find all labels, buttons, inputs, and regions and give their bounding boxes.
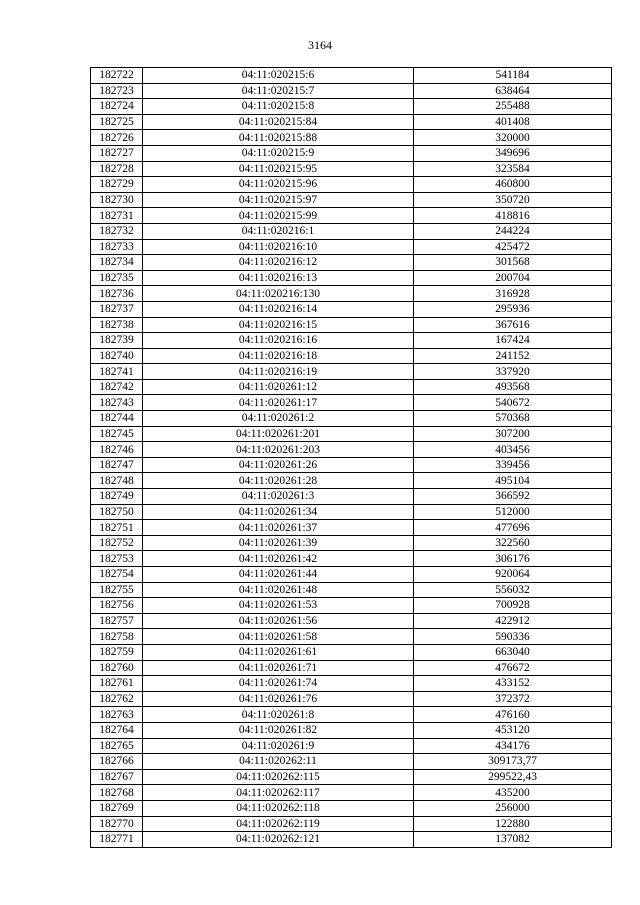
table-row [91, 270, 612, 286]
row-number-cell: 182757 [91, 613, 143, 629]
cadastral-number-cell: 04:11:020261:44 [143, 567, 414, 583]
row-number-cell: 182747 [91, 457, 143, 473]
value-cell: 241152 [414, 348, 612, 364]
table-row [91, 177, 612, 193]
table-row [91, 99, 612, 115]
table-row [91, 676, 612, 692]
cadastral-number-cell: 04:11:020261:39 [143, 535, 414, 551]
value-cell: 122880 [414, 816, 612, 832]
table-row [91, 208, 612, 224]
value-cell: 403456 [414, 442, 612, 458]
table-row [91, 769, 612, 785]
table-row [91, 754, 612, 770]
cadastral-number-cell: 04:11:020215:99 [143, 208, 414, 224]
cadastral-number-cell: 04:11:020261:42 [143, 551, 414, 567]
row-number-cell: 182729 [91, 177, 143, 193]
row-number-cell: 182735 [91, 270, 143, 286]
row-number-cell: 182730 [91, 192, 143, 208]
cadastral-number-cell: 04:11:020261:76 [143, 691, 414, 707]
row-number-cell: 182741 [91, 364, 143, 380]
table-row [91, 613, 612, 629]
value-cell: 460800 [414, 177, 612, 193]
value-cell: 434176 [414, 738, 612, 754]
table-row [91, 192, 612, 208]
cadastral-number-cell: 04:11:020216:16 [143, 333, 414, 349]
table-row [91, 785, 612, 801]
row-number-cell: 182769 [91, 800, 143, 816]
value-cell: 295936 [414, 301, 612, 317]
value-cell: 167424 [414, 333, 612, 349]
table-row [91, 722, 612, 738]
value-cell: 366592 [414, 489, 612, 505]
table-row [91, 442, 612, 458]
cadastral-number-cell: 04:11:020261:48 [143, 582, 414, 598]
row-number-cell: 182740 [91, 348, 143, 364]
row-number-cell: 182745 [91, 426, 143, 442]
cadastral-number-cell: 04:11:020261:17 [143, 395, 414, 411]
row-number-cell: 182737 [91, 301, 143, 317]
row-number-cell: 182767 [91, 769, 143, 785]
row-number-cell: 182763 [91, 707, 143, 723]
value-cell: 590336 [414, 629, 612, 645]
table-row [91, 317, 612, 333]
row-number-cell: 182760 [91, 660, 143, 676]
value-cell: 512000 [414, 504, 612, 520]
table-row [91, 114, 612, 130]
cadastral-number-cell: 04:11:020261:28 [143, 473, 414, 489]
cadastral-number-cell: 04:11:020216:1 [143, 223, 414, 239]
row-number-cell: 182739 [91, 333, 143, 349]
row-number-cell: 182751 [91, 520, 143, 536]
table-row [91, 598, 612, 614]
cadastral-number-cell: 04:11:020216:19 [143, 364, 414, 380]
row-number-cell: 182756 [91, 598, 143, 614]
row-number-cell: 182754 [91, 567, 143, 583]
table-row [91, 286, 612, 302]
table-row [91, 520, 612, 536]
table-row [91, 535, 612, 551]
table-row [91, 145, 612, 161]
cadastral-number-cell: 04:11:020216:130 [143, 286, 414, 302]
value-cell: 493568 [414, 379, 612, 395]
cadastral-number-cell: 04:11:020215:95 [143, 161, 414, 177]
value-cell: 435200 [414, 785, 612, 801]
value-cell: 307200 [414, 426, 612, 442]
row-number-cell: 182771 [91, 832, 143, 848]
table-row [91, 567, 612, 583]
row-number-cell: 182755 [91, 582, 143, 598]
cadastral-number-cell: 04:11:020215:84 [143, 114, 414, 130]
table-row [91, 707, 612, 723]
cadastral-number-cell: 04:11:020261:9 [143, 738, 414, 754]
cadastral-number-cell: 04:11:020216:13 [143, 270, 414, 286]
row-number-cell: 182734 [91, 255, 143, 271]
table-row [91, 691, 612, 707]
cadastral-number-cell: 04:11:020261:71 [143, 660, 414, 676]
cadastral-number-cell: 04:11:020261:2 [143, 411, 414, 427]
value-cell: 540672 [414, 395, 612, 411]
table-row [91, 504, 612, 520]
cadastral-number-cell: 04:11:020261:74 [143, 676, 414, 692]
data-table [90, 67, 612, 848]
row-number-cell: 182726 [91, 130, 143, 146]
table-row [91, 379, 612, 395]
cadastral-number-cell: 04:11:020215:88 [143, 130, 414, 146]
row-number-cell: 182768 [91, 785, 143, 801]
cadastral-number-cell: 04:11:020261:82 [143, 722, 414, 738]
row-number-cell: 182727 [91, 145, 143, 161]
cadastral-number-cell: 04:11:020261:201 [143, 426, 414, 442]
value-cell: 323584 [414, 161, 612, 177]
value-cell: 425472 [414, 239, 612, 255]
table-row [91, 551, 612, 567]
row-number-cell: 182750 [91, 504, 143, 520]
value-cell: 570368 [414, 411, 612, 427]
value-cell: 244224 [414, 223, 612, 239]
table-row [91, 348, 612, 364]
row-number-cell: 182742 [91, 379, 143, 395]
row-number-cell: 182732 [91, 223, 143, 239]
table-row [91, 411, 612, 427]
row-number-cell: 182731 [91, 208, 143, 224]
value-cell: 339456 [414, 457, 612, 473]
cadastral-number-cell: 04:11:020262:117 [143, 785, 414, 801]
value-cell: 306176 [414, 551, 612, 567]
cadastral-number-cell: 04:11:020261:12 [143, 379, 414, 395]
cadastral-number-cell: 04:11:020261:37 [143, 520, 414, 536]
value-cell: 495104 [414, 473, 612, 489]
value-cell: 477696 [414, 520, 612, 536]
cadastral-number-cell: 04:11:020262:118 [143, 800, 414, 816]
cadastral-number-cell: 04:11:020215:7 [143, 83, 414, 99]
cadastral-number-cell: 04:11:020261:61 [143, 644, 414, 660]
value-cell: 541184 [414, 68, 612, 84]
row-number-cell: 182749 [91, 489, 143, 505]
table-row [91, 660, 612, 676]
table-row [91, 832, 612, 848]
row-number-cell: 182725 [91, 114, 143, 130]
cadastral-number-cell: 04:11:020216:12 [143, 255, 414, 271]
value-cell: 476160 [414, 707, 612, 723]
table-row [91, 816, 612, 832]
cadastral-number-cell: 04:11:020261:56 [143, 613, 414, 629]
value-cell: 638464 [414, 83, 612, 99]
cadastral-number-cell: 04:11:020262:11 [143, 754, 414, 770]
value-cell: 200704 [414, 270, 612, 286]
row-number-cell: 182746 [91, 442, 143, 458]
cadastral-number-cell: 04:11:020262:121 [143, 832, 414, 848]
value-cell: 137082 [414, 832, 612, 848]
table-row [91, 255, 612, 271]
value-cell: 337920 [414, 364, 612, 380]
cadastral-number-cell: 04:11:020216:10 [143, 239, 414, 255]
table-row [91, 629, 612, 645]
value-cell: 700928 [414, 598, 612, 614]
page-number: 3164 [308, 38, 332, 52]
cadastral-number-cell: 04:11:020262:119 [143, 816, 414, 832]
table-row [91, 239, 612, 255]
cadastral-number-cell: 04:11:020261:34 [143, 504, 414, 520]
cadastral-number-cell: 04:11:020261:26 [143, 457, 414, 473]
value-cell: 255488 [414, 99, 612, 115]
value-cell: 433152 [414, 676, 612, 692]
cadastral-number-cell: 04:11:020262:115 [143, 769, 414, 785]
row-number-cell: 182748 [91, 473, 143, 489]
row-number-cell: 182724 [91, 99, 143, 115]
value-cell: 349696 [414, 145, 612, 161]
table-row [91, 473, 612, 489]
row-number-cell: 182765 [91, 738, 143, 754]
row-number-cell: 182733 [91, 239, 143, 255]
row-number-cell: 182752 [91, 535, 143, 551]
value-cell: 299522,43 [414, 769, 612, 785]
row-number-cell: 182738 [91, 317, 143, 333]
value-cell: 256000 [414, 800, 612, 816]
table-row [91, 738, 612, 754]
value-cell: 309173,77 [414, 754, 612, 770]
table-row [91, 223, 612, 239]
value-cell: 663040 [414, 644, 612, 660]
row-number-cell: 182759 [91, 644, 143, 660]
cadastral-number-cell: 04:11:020261:53 [143, 598, 414, 614]
table-row [91, 83, 612, 99]
cadastral-number-cell: 04:11:020215:96 [143, 177, 414, 193]
row-number-cell: 182722 [91, 68, 143, 84]
table-row [91, 489, 612, 505]
cadastral-number-cell: 04:11:020216:18 [143, 348, 414, 364]
cadastral-number-cell: 04:11:020215:97 [143, 192, 414, 208]
row-number-cell: 182753 [91, 551, 143, 567]
value-cell: 453120 [414, 722, 612, 738]
row-number-cell: 182761 [91, 676, 143, 692]
table-body [91, 68, 612, 848]
value-cell: 320000 [414, 130, 612, 146]
value-cell: 322560 [414, 535, 612, 551]
value-cell: 367616 [414, 317, 612, 333]
row-number-cell: 182736 [91, 286, 143, 302]
cadastral-number-cell: 04:11:020261:8 [143, 707, 414, 723]
value-cell: 920064 [414, 567, 612, 583]
table-row [91, 333, 612, 349]
table-row [91, 457, 612, 473]
cadastral-number-cell: 04:11:020261:203 [143, 442, 414, 458]
table-row [91, 582, 612, 598]
value-cell: 350720 [414, 192, 612, 208]
table-row [91, 395, 612, 411]
row-number-cell: 182728 [91, 161, 143, 177]
row-number-cell: 182758 [91, 629, 143, 645]
cadastral-number-cell: 04:11:020216:14 [143, 301, 414, 317]
row-number-cell: 182766 [91, 754, 143, 770]
table-row [91, 426, 612, 442]
row-number-cell: 182770 [91, 816, 143, 832]
value-cell: 556032 [414, 582, 612, 598]
table-row [91, 364, 612, 380]
row-number-cell: 182744 [91, 411, 143, 427]
table-row [91, 130, 612, 146]
value-cell: 422912 [414, 613, 612, 629]
value-cell: 372372 [414, 691, 612, 707]
value-cell: 418816 [414, 208, 612, 224]
table-row [91, 644, 612, 660]
table-row [91, 301, 612, 317]
table-row [91, 68, 612, 84]
row-number-cell: 182743 [91, 395, 143, 411]
cadastral-number-cell: 04:11:020216:15 [143, 317, 414, 333]
row-number-cell: 182723 [91, 83, 143, 99]
table-row [91, 800, 612, 816]
cadastral-number-cell: 04:11:020261:3 [143, 489, 414, 505]
value-cell: 476672 [414, 660, 612, 676]
value-cell: 401408 [414, 114, 612, 130]
cadastral-number-cell: 04:11:020215:8 [143, 99, 414, 115]
cadastral-number-cell: 04:11:020261:58 [143, 629, 414, 645]
table-row [91, 161, 612, 177]
row-number-cell: 182762 [91, 691, 143, 707]
cadastral-number-cell: 04:11:020215:6 [143, 68, 414, 84]
row-number-cell: 182764 [91, 722, 143, 738]
value-cell: 301568 [414, 255, 612, 271]
value-cell: 316928 [414, 286, 612, 302]
cadastral-number-cell: 04:11:020215:9 [143, 145, 414, 161]
